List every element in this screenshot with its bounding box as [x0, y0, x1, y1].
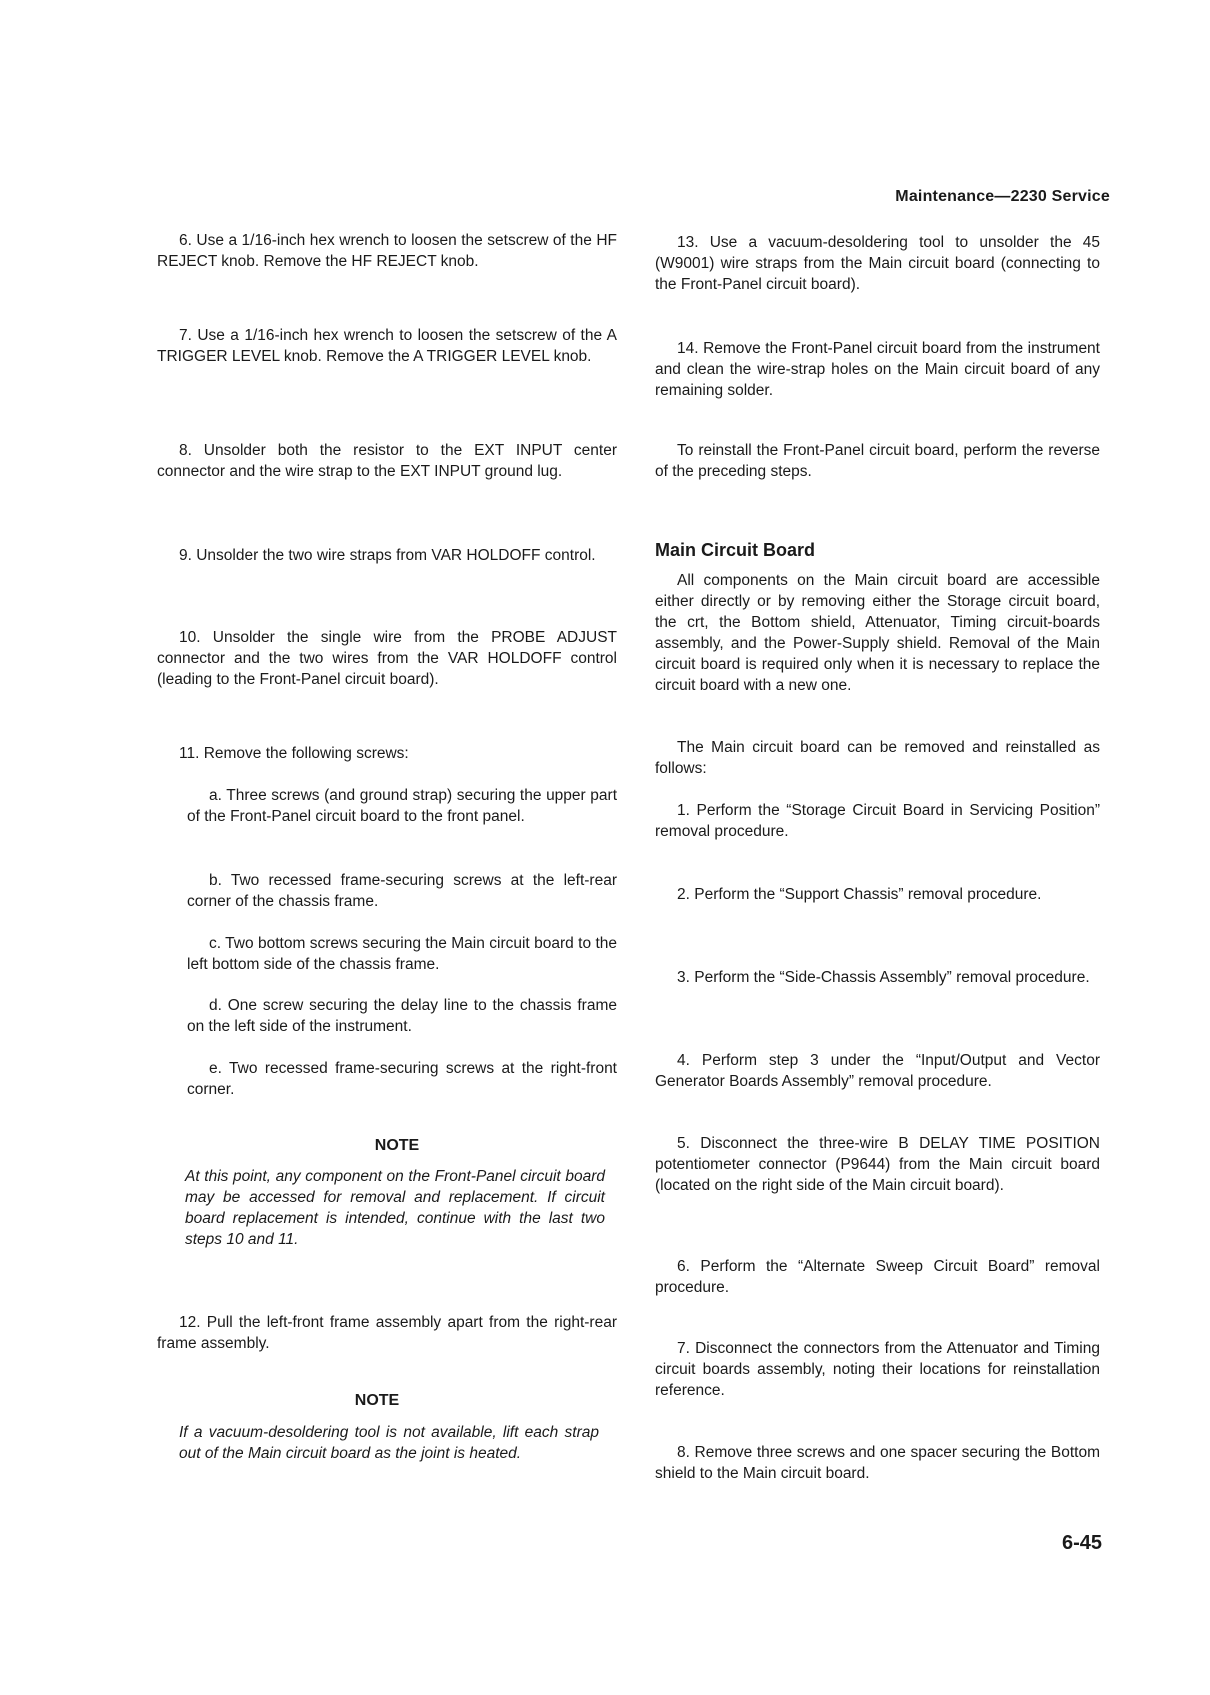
step-9: 9. Unsolder the two wire straps from VAR HOLDOFF control. — [179, 547, 596, 564]
removal-step-7: 7. Disconnect the connectors from the Attenuator and Timing circuit boards assembly, noting their locations for reinstallation reference. — [655, 1340, 1100, 1399]
page-number: 6-45 — [1061, 1532, 1102, 1554]
step-10: 10. Unsolder the single wire from the PROBE ADJUST connector and the two wires from the VAR HOLDOFF control (leading to the Front-Panel circuit board). — [157, 629, 617, 688]
removal-step-5: 5. Disconnect the three-wire B DELAY TIME POSITION potentiometer connector (P9644) from the Main circuit board (located on the right side of the Main circuit board). — [655, 1135, 1100, 1194]
removal-step-8: 8. Remove three screws and one spacer securing the Bottom shield to the Main circuit board. — [655, 1444, 1100, 1482]
step-11a: a. Three screws (and ground strap) securing the upper part of the Front-Panel circuit board to the front panel. — [187, 787, 617, 825]
step-11c: c. Two bottom screws securing the Main circuit board to the left bottom side of the chassis frame. — [187, 935, 617, 973]
step-8: 8. Unsolder both the resistor to the EXT INPUT center connector and the wire strap to the EXT INPUT ground lug. — [157, 442, 617, 480]
note-2-body: If a vacuum-desoldering tool is not available, lift each strap out of the Main circuit board as the joint is heated. — [179, 1424, 599, 1462]
reinstall-paragraph: To reinstall the Front-Panel circuit board, perform the reverse of the preceding steps. — [655, 442, 1100, 480]
removal-step-3: 3. Perform the “Side-Chassis Assembly” removal procedure. — [677, 969, 1090, 986]
step-14: 14. Remove the Front-Panel circuit board from the instrument and clean the wire-strap holes on the Main circuit board of any remaining solder. — [655, 340, 1100, 399]
step-11e: e. Two recessed frame-securing screws at the right-front corner. — [187, 1060, 617, 1098]
note-1-body: At this point, any component on the Front-Panel circuit board may be accessed for removal and replacement. If circuit board replacement is intended, continue with the last two steps 10 and 11. — [185, 1168, 605, 1248]
step-11b: b. Two recessed frame-securing screws at the left-rear corner of the chassis frame. — [187, 872, 617, 910]
removal-step-4: 4. Perform step 3 under the “Input/Output and Vector Generator Boards Assembly” removal procedure. — [655, 1052, 1100, 1090]
removal-step-2: 2. Perform the “Support Chassis” removal procedure. — [677, 886, 1042, 903]
removal-step-6: 6. Perform the “Alternate Sweep Circuit Board” removal procedure. — [655, 1258, 1100, 1296]
step-11d: d. One screw securing the delay line to the chassis frame on the left side of the instrument. — [187, 997, 617, 1035]
step-11: 11. Remove the following screws: — [179, 745, 409, 762]
removal-step-1: 1. Perform the “Storage Circuit Board in Servicing Position” removal procedure. — [655, 802, 1100, 840]
step-13: 13. Use a vacuum-desoldering tool to unsolder the 45 (W9001) wire straps from the Main circuit board (connecting to the Front-Panel circuit board). — [655, 234, 1100, 293]
section-heading-main-circuit-board: Main Circuit Board — [655, 540, 816, 560]
running-header: Maintenance—2230 Service — [895, 188, 1110, 205]
note-1-title: NOTE — [374, 1137, 420, 1154]
step-12: 12. Pull the left-front frame assembly apart from the right-rear frame assembly. — [157, 1314, 617, 1352]
step-6: 6. Use a 1/16-inch hex wrench to loosen the setscrew of the HF REJECT knob. Remove the HF REJECT knob. — [157, 232, 617, 270]
note-2-title: NOTE — [354, 1392, 400, 1409]
step-7: 7. Use a 1/16-inch hex wrench to loosen the setscrew of the A TRIGGER LEVEL knob. Remove the A TRIGGER LEVEL knob. — [157, 327, 617, 365]
removal-intro: The Main circuit board can be removed and reinstalled as follows: — [655, 739, 1100, 777]
main-board-intro: All components on the Main circuit board are accessible either directly or by removing either the Storage circuit board, the crt, the Bottom shield, Attenuator, Timing circuit-boards assembly, and the Power-Supply shield. Removal of the Main circuit board is required only when it is necessary to replace the circuit board with a new one. — [655, 572, 1100, 694]
